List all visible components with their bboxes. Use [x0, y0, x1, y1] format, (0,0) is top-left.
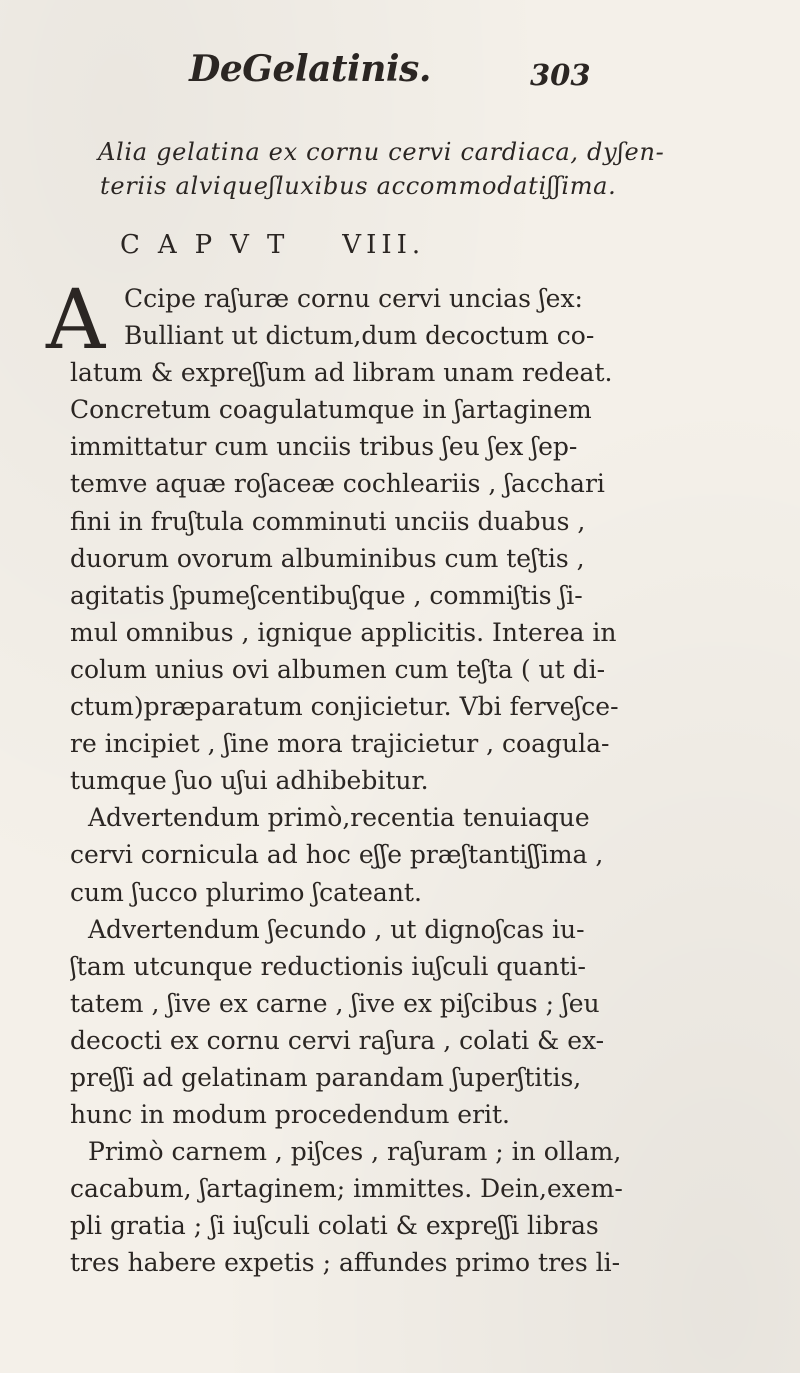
text-line: pli gratia ; ʃi iuʃculi colati & expreʃʃi libras: [70, 1211, 599, 1241]
text-line: cum ʃucco plurimo ʃcateant.: [70, 877, 422, 907]
text-line: hunc in modum procedendum erit.: [70, 1100, 511, 1130]
text-line: tatem , ʃive ex carne , ʃive ex piʃcibus ; ʃeu: [70, 988, 600, 1018]
chapter-number: VIII.: [342, 230, 426, 260]
text-line: latum & expreʃʃum ad libram unam redeat.: [70, 358, 613, 388]
section-heading: [98, 135, 778, 203]
text-line: temve aquæ roʃaceæ cochleariis , ʃacchari: [70, 469, 605, 499]
text-line: Bulliant ut dictum,dum decoctum co-: [124, 321, 595, 351]
chapter-label: CAPVT: [120, 230, 303, 260]
text-line: Ccipe raʃuræ cornu cervi uncias ʃex:: [124, 284, 583, 313]
text-line: ctum)præparatum conjicietur. Vbi ferveʃce-: [70, 692, 619, 722]
running-title: DeGelatinis.: [189, 48, 431, 90]
text-line: decocti ex cornu cervi raʃura , colati & ex-: [70, 1025, 605, 1055]
body-text: [70, 280, 785, 1282]
drop-capital: A: [46, 273, 106, 368]
running-head: [0, 48, 800, 108]
text-line: mul omnibus , ignique applicitis. Interea in: [70, 617, 617, 647]
text-line: tumque ʃuo uʃui adhibebitur.: [70, 766, 429, 796]
text-line: cervi cornicula ad hoc eʃʃe præʃtantiʃʃima ,: [70, 840, 604, 870]
heading-line: teriis alviqueʃluxibus accommodatiʃʃima.: [100, 172, 617, 200]
text-line: tres habere expetis ; affundes primo tres li-: [70, 1248, 621, 1278]
text-line: Primò carnem , piʃces , raʃuram ; in ollam,: [88, 1137, 622, 1167]
text-line: Advertendum ʃecundo , ut dignoʃcas iu-: [88, 914, 585, 944]
text-line: Concretum coagulatumque in ʃartaginem: [70, 395, 592, 425]
text-line: re incipiet , ʃine mora trajicietur , coagula-: [70, 729, 610, 759]
text-line: immittatur cum unciis tribus ʃeu ʃex ʃep-: [70, 432, 578, 462]
heading-line: Alia gelatina ex cornu cervi cardiaca, dyʃen-: [98, 138, 665, 166]
text-line: Advertendum primò,recentia tenuiaque: [88, 803, 590, 833]
text-line: fini in fruʃtula comminuti unciis duabus ,: [70, 506, 586, 536]
text-line: duorum ovorum albuminibus cum teʃtis ,: [70, 543, 585, 573]
text-line: cacabum, ʃartaginem; immittes. Dein,exem-: [70, 1174, 623, 1204]
text-line: preʃʃi ad gelatinam parandam ʃuperʃtitis,: [70, 1062, 582, 1092]
chapter-title: [120, 230, 780, 260]
text-line: agitatis ʃpumeʃcentibuʃque , commiʃtis ʃi-: [70, 580, 583, 610]
text-line: ʃtam utcunque reductionis iuʃculi quanti-: [70, 951, 586, 981]
page-number: 303: [530, 58, 591, 92]
text-line: colum unius ovi albumen cum teʃta ( ut di-: [70, 654, 606, 684]
